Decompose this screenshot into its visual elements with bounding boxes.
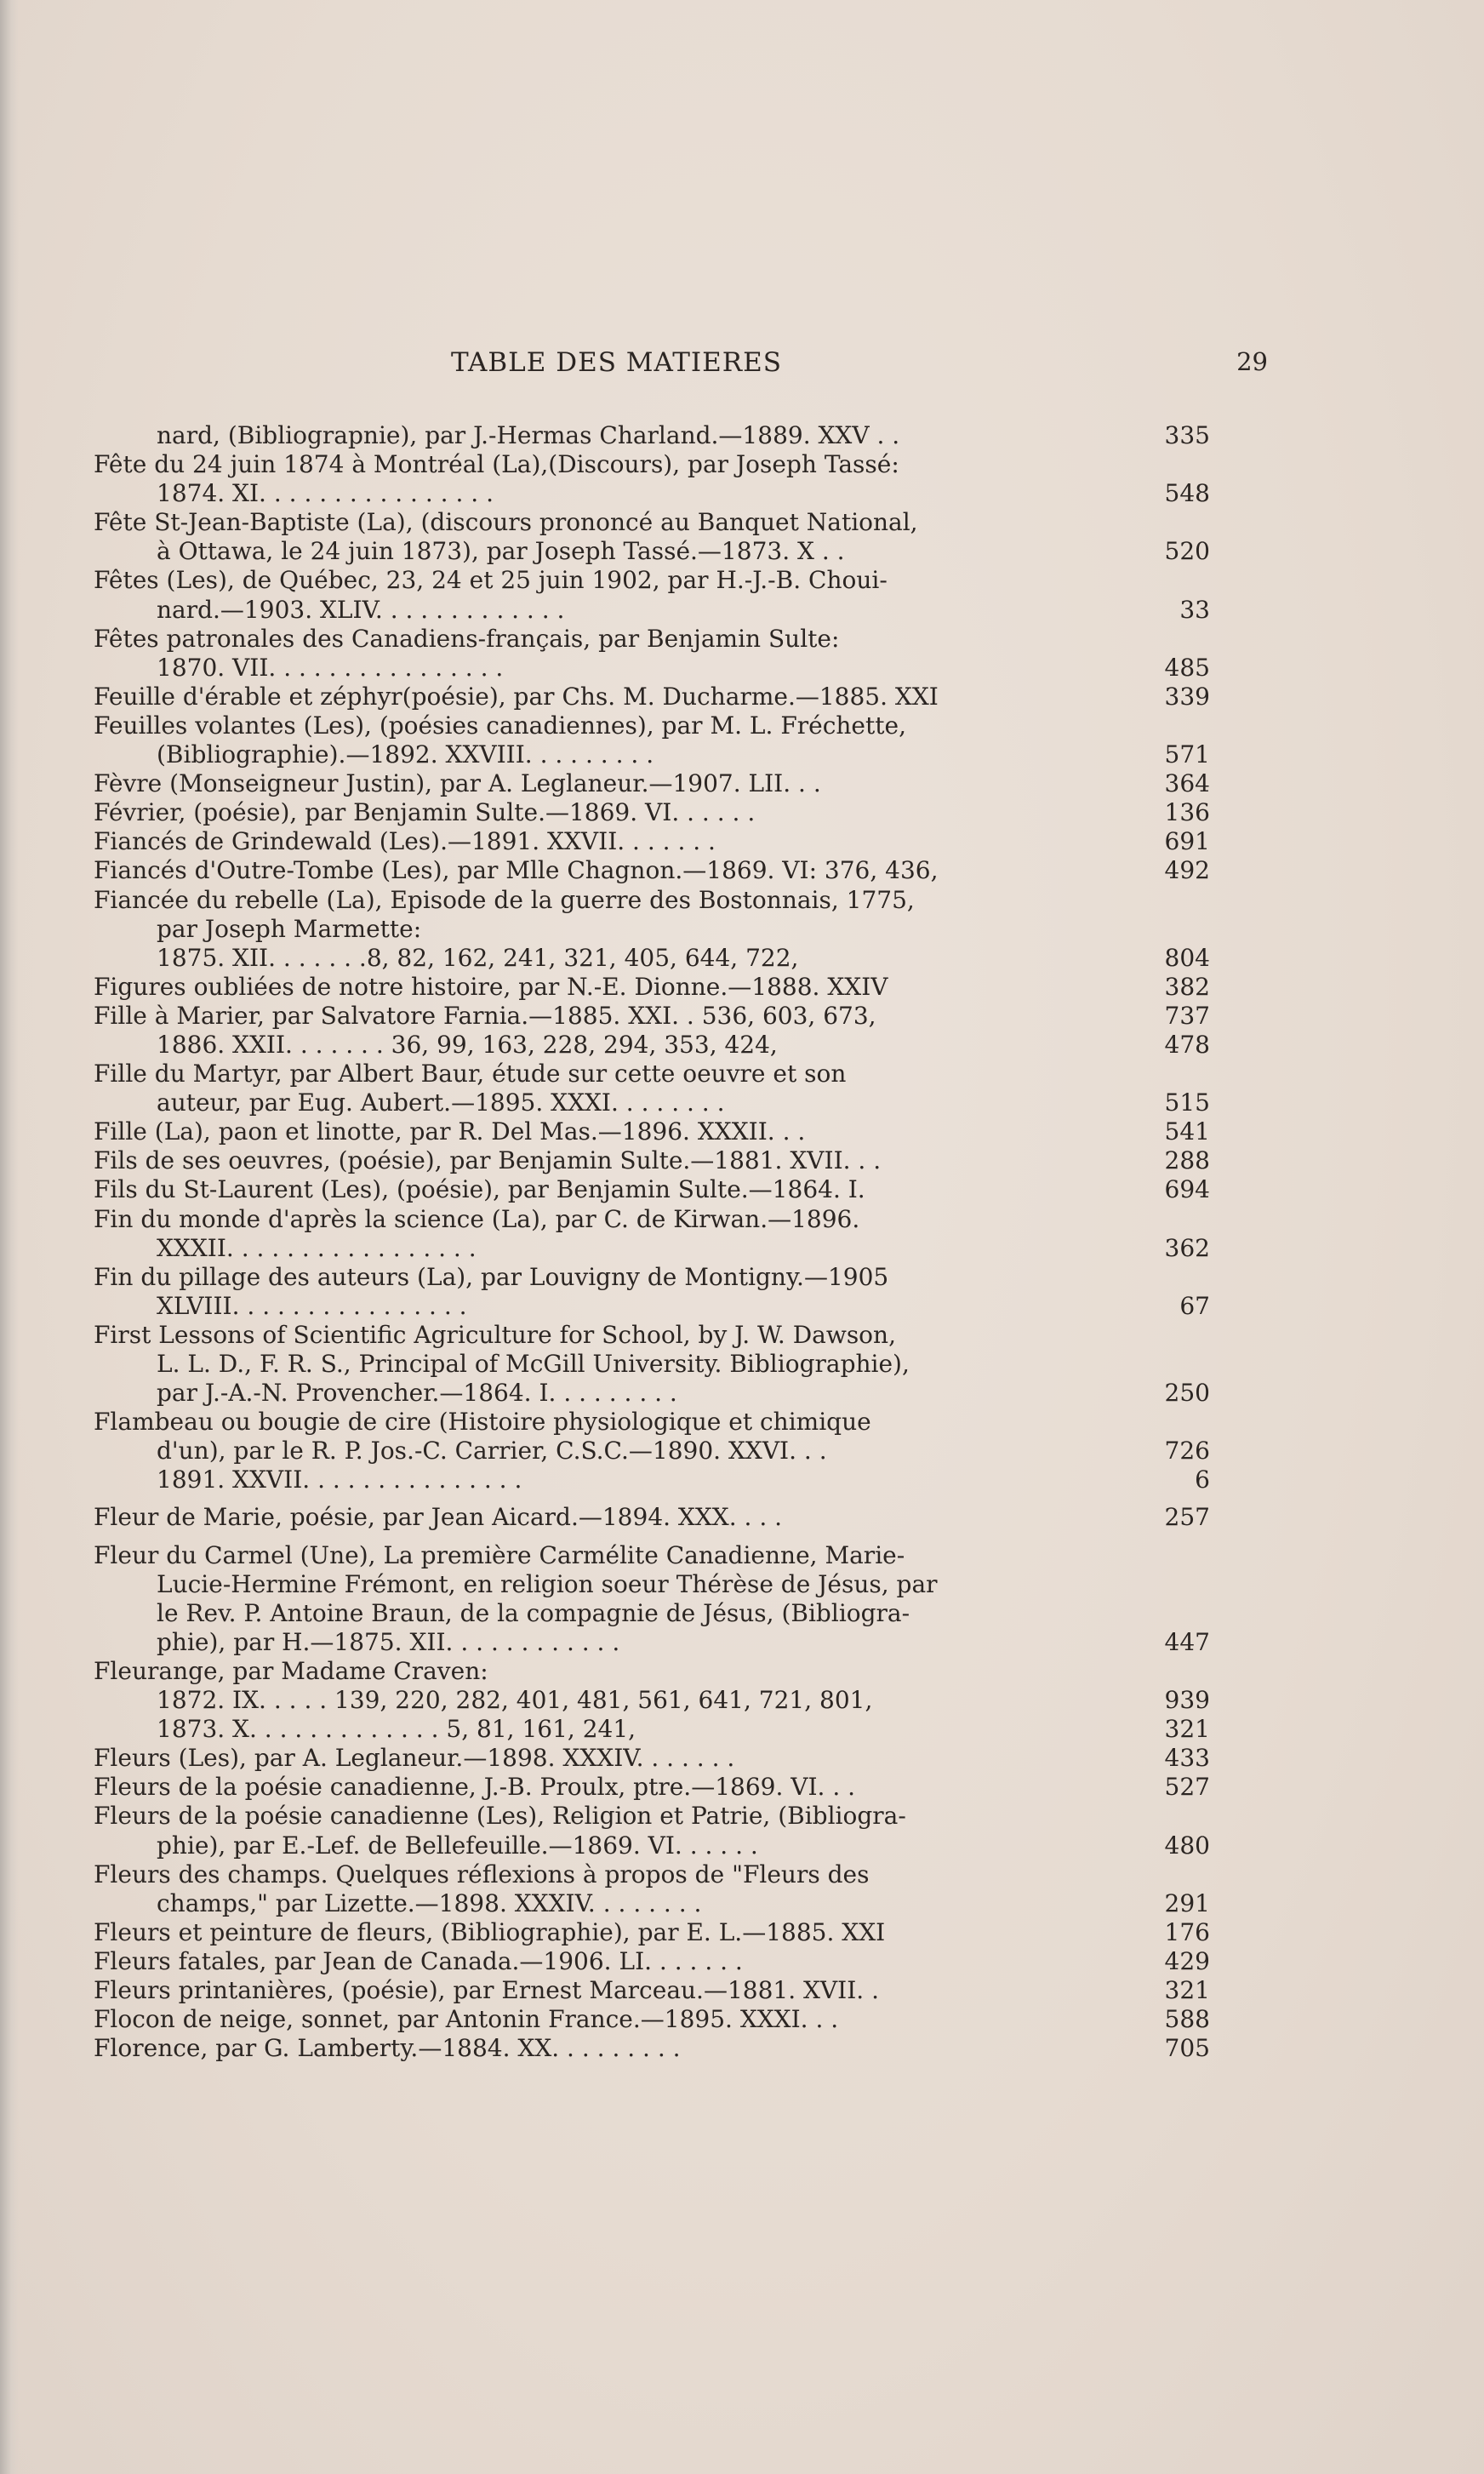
toc-line [94,1088,1210,1117]
toc-page-ref: 382 [1164,972,1210,1001]
toc-line [94,508,1210,537]
toc-line-text: Fleurs de la poésie canadienne (Les), Religion et Patrie, (Bibliogra- [94,1802,906,1831]
toc-line-text: phie), par H.—1875. XII. . . . . . . . . . . . [157,1627,620,1656]
toc-page-ref: 250 [1164,1379,1210,1408]
toc-page-ref: 6 [1195,1466,1210,1494]
toc-line [94,1503,1210,1532]
toc-line [94,1466,1210,1494]
toc-line [94,1541,1210,1570]
toc-line-text: Fleur de Marie, poésie, par Jean Aicard.—1894. XXX. . . . [94,1503,783,1532]
toc-line-text: Fleurs et peinture de fleurs, (Bibliographie), par E. L.—1885. XXI [94,1917,886,1946]
toc-line [94,1175,1210,1204]
toc-line-text: Fille (La), paon et linotte, par R. Del Mas.—1896. XXXII. . . [94,1117,806,1146]
toc-line [94,1263,1210,1292]
toc-line-text: Fleurs (Les), par A. Leglaneur.—1898. XXXIV. . . . . . . [94,1744,735,1773]
toc-line [94,1570,1210,1599]
toc-line [94,1205,1210,1234]
toc-page-ref: 362 [1164,1233,1210,1262]
toc-line [94,654,1210,683]
toc-line [94,1599,1210,1628]
toc-line [94,450,1210,479]
toc-line-text: Fleurs printanières, (poésie), par Ernest Marceau.—1881. XVII. . [94,1975,879,2004]
toc-line [94,1715,1210,1744]
toc-line [94,1744,1210,1773]
entry-gap [94,1533,1210,1541]
toc-line-text: 1875. XII. . . . . . .8, 82, 162, 241, 321, 405, 644, 722, [157,943,799,972]
toc-line-text: Feuilles volantes (Les), (poésies canadiennes), par M. L. Fréchette, [94,711,906,740]
toc-page-ref: 737 [1164,1001,1210,1030]
toc-line [94,1773,1210,1802]
page-binding-edge [0,0,19,2474]
toc-line-text: par Joseph Marmette: [157,914,422,943]
toc-line-text: par J.-A.-N. Provencher.—1864. I. . . . . . . . . [157,1379,677,1408]
toc-line-text: Fleur du Carmel (Une), La première Carmélite Canadienne, Marie- [94,1540,905,1569]
toc-page-ref: 515 [1164,1088,1210,1117]
toc-line-text: Fèvre (Monseigneur Justin), par A. Leglaneur.—1907. LII. . . [94,769,821,798]
toc-page-ref: 541 [1164,1117,1210,1146]
toc-line [94,886,1210,915]
toc-line [94,1321,1210,1350]
toc-line-text: 1874. XI. . . . . . . . . . . . . . . . [157,479,494,508]
toc-line [94,1379,1210,1408]
toc-line-text: Fille du Martyr, par Albert Baur, étude sur cette oeuvre et son [94,1060,847,1088]
toc-line-text: 1873. X. . . . . . . . . . . . . 5, 81, 161, 241, [157,1715,636,1744]
page-number: 29 [1236,347,1268,376]
toc-line [94,1146,1210,1175]
toc-line [94,711,1210,740]
toc-line [94,915,1210,944]
toc-page-ref: 136 [1164,798,1210,827]
toc-line [94,973,1210,1002]
toc-line-text: phie), par E.-Lef. de Bellefeuille.—1869. VI. . . . . . [157,1831,758,1860]
toc-page-ref: 67 [1179,1291,1210,1320]
toc-line-text: auteur, par Eug. Aubert.—1895. XXXI. . . . . . . . [157,1088,725,1117]
toc-page-ref: 588 [1164,2005,1210,2034]
toc-page-ref: 176 [1164,1917,1210,1946]
toc-line-text: Fils de ses oeuvres, (poésie), par Benjamin Sulte.—1881. XVII. . . [94,1146,882,1175]
toc-page-ref: 288 [1164,1146,1210,1175]
toc-line-text: Fleurs fatales, par Jean de Canada.—1906. LI. . . . . . . [94,1946,743,1975]
toc-line-text: First Lessons of Scientific Agriculture for School, by J. W. Dawson, [94,1320,896,1349]
toc-page-ref: 520 [1164,537,1210,566]
toc-line-text: Fiancés de Grindewald (Les).—1891. XXVII. . . . . . . [94,827,716,856]
toc-line [94,856,1210,885]
toc-page-ref: 478 [1164,1030,1210,1059]
toc-line-text: Fils du St-Laurent (Les), (poésie), par Benjamin Sulte.—1864. I. [94,1175,865,1204]
toc-line [94,1657,1210,1686]
toc-page-ref: 335 [1164,421,1210,449]
toc-line-text: le Rev. P. Antoine Braun, de la compagnie de Jésus, (Bibliogra- [157,1598,910,1627]
toc-line-text: Flambeau ou bougie de cire (Histoire physiologique et chimique [94,1408,871,1437]
table-of-contents-list [94,421,1210,2063]
toc-page-ref: 548 [1164,479,1210,508]
toc-page-ref: 492 [1164,856,1210,885]
toc-line [94,1031,1210,1060]
toc-line [94,1860,1210,1889]
toc-line-text: nard.—1903. XLIV. . . . . . . . . . . . . [157,595,565,624]
toc-line-text: Fin du pillage des auteurs (La), par Louvigny de Montigny.—1905 [94,1262,889,1291]
toc-page-ref: 339 [1164,682,1210,711]
toc-page-ref: 571 [1164,740,1210,769]
toc-line [94,1408,1210,1437]
toc-line-text: 1870. VII. . . . . . . . . . . . . . . . [157,653,504,682]
toc-line [94,1889,1210,1918]
toc-line-text: Fête St-Jean-Baptiste (La), (discours prononcé au Banquet National, [94,508,918,537]
toc-line-text: champs," par Lizette.—1898. XXXIV. . . . . . . . [157,1888,702,1917]
toc-line [94,1350,1210,1379]
running-head [94,347,1268,381]
toc-page-ref: 485 [1164,653,1210,682]
toc-line-text: Fleurs des champs. Quelques réflexions à propos de "Fleurs des [94,1860,870,1888]
toc-line [94,1831,1210,1860]
toc-line [94,944,1210,973]
toc-page-ref: 691 [1164,827,1210,856]
toc-line [94,1117,1210,1146]
toc-page-ref: 694 [1164,1175,1210,1204]
toc-line-text: 1872. IX. . . . . 139, 220, 282, 401, 481, 561, 641, 721, 801, [157,1686,873,1715]
toc-page-ref: 527 [1164,1773,1210,1802]
toc-line-text: XLVIII. . . . . . . . . . . . . . . . [157,1291,467,1320]
toc-line [94,1918,1210,1947]
toc-line [94,1976,1210,2005]
toc-line [94,1002,1210,1031]
toc-line-text: Figures oubliées de notre histoire, par N.-E. Dionne.—1888. XXIV [94,972,888,1001]
toc-line [94,421,1210,450]
toc-line-text: Fleurange, par Madame Craven: [94,1656,488,1685]
toc-line [94,2034,1210,2063]
toc-line-text: à Ottawa, le 24 juin 1873), par Joseph Tassé.—1873. X . . [157,537,845,566]
toc-line [94,1060,1210,1088]
toc-line-text: Fin du monde d'après la science (La), par C. de Kirwan.—1896. [94,1204,860,1233]
toc-line [94,1686,1210,1715]
toc-line-text: 1886. XXII. . . . . . . 36, 99, 163, 228, 294, 353, 424, [157,1030,778,1059]
toc-page-ref: 257 [1164,1503,1210,1532]
toc-line-text: Fêtes patronales des Canadiens-français, par Benjamin Sulte: [94,624,840,653]
toc-line [94,1628,1210,1657]
toc-line [94,1437,1210,1466]
toc-line-text: Florence, par G. Lamberty.—1884. XX. . . . . . . . . [94,2034,681,2063]
toc-page-ref: 705 [1164,2034,1210,2063]
toc-line [94,596,1210,625]
entry-gap [94,1494,1210,1503]
toc-line-text: 1891. XXVII. . . . . . . . . . . . . . . [157,1466,522,1494]
toc-line-text: Fête du 24 juin 1874 à Montréal (La),(Discours), par Joseph Tassé: [94,450,899,479]
toc-line-text: Fille à Marier, par Salvatore Farnia.—1885. XXI. . 536, 603, 673, [94,1001,876,1030]
toc-line-text: Février, (poésie), par Benjamin Sulte.—1869. VI. . . . . . [94,798,756,827]
toc-line [94,798,1210,827]
toc-line-text: Fiancée du rebelle (La), Episode de la guerre des Bostonnais, 1775, [94,885,915,914]
toc-line-text: Fiancés d'Outre-Tombe (Les), par Mlle Chagnon.—1869. VI: 376, 436, [94,856,939,885]
toc-page-ref: 321 [1164,1975,1210,2004]
toc-line-text: Feuille d'érable et zéphyr(poésie), par Chs. M. Ducharme.—1885. XXI [94,682,939,711]
toc-line-text: XXXII. . . . . . . . . . . . . . . . . [157,1233,477,1262]
toc-line [94,740,1210,769]
toc-page-ref: 480 [1164,1831,1210,1860]
toc-line [94,2005,1210,2034]
toc-page-ref: 364 [1164,769,1210,798]
toc-page-ref: 447 [1164,1627,1210,1656]
toc-line-text: Fleurs de la poésie canadienne, J.-B. Proulx, ptre.—1869. VI. . . [94,1773,856,1802]
toc-page-ref: 33 [1179,595,1210,624]
toc-line [94,1234,1210,1263]
toc-line [94,566,1210,595]
toc-line [94,683,1210,711]
running-title: TABLE DES MATIERES [451,347,782,378]
toc-line [94,827,1210,856]
toc-page-ref: 939 [1164,1686,1210,1715]
toc-line [94,625,1210,654]
toc-line-text: L. L. D., F. R. S., Principal of McGill University. Bibliographie), [157,1350,910,1378]
toc-line-text: Flocon de neige, sonnet, par Antonin France.—1895. XXXI. . . [94,2005,839,2034]
toc-line-text: Lucie-Hermine Frémont, en religion soeur Thérèse de Jésus, par [157,1569,938,1598]
toc-line [94,1292,1210,1321]
toc-line [94,479,1210,508]
toc-line-text: d'un), par le R. P. Jos.-C. Carrier, C.S.C.—1890. XXVI. . . [157,1437,827,1466]
toc-line-text: nard, (Bibliograpnie), par J.-Hermas Charland.—1889. XXV . . [157,421,900,449]
toc-page-ref: 433 [1164,1744,1210,1773]
toc-page-ref: 429 [1164,1946,1210,1975]
toc-line [94,1802,1210,1831]
toc-page-ref: 804 [1164,943,1210,972]
toc-page-ref: 726 [1164,1437,1210,1466]
toc-line [94,769,1210,798]
toc-page-ref: 291 [1164,1888,1210,1917]
toc-line [94,537,1210,566]
toc-line-text: Fêtes (Les), de Québec, 23, 24 et 25 juin 1902, par H.-J.-B. Choui- [94,566,888,595]
toc-page-ref: 321 [1164,1715,1210,1744]
toc-line [94,1947,1210,1976]
toc-line-text: (Bibliographie).—1892. XXVIII. . . . . . . . . [157,740,654,769]
